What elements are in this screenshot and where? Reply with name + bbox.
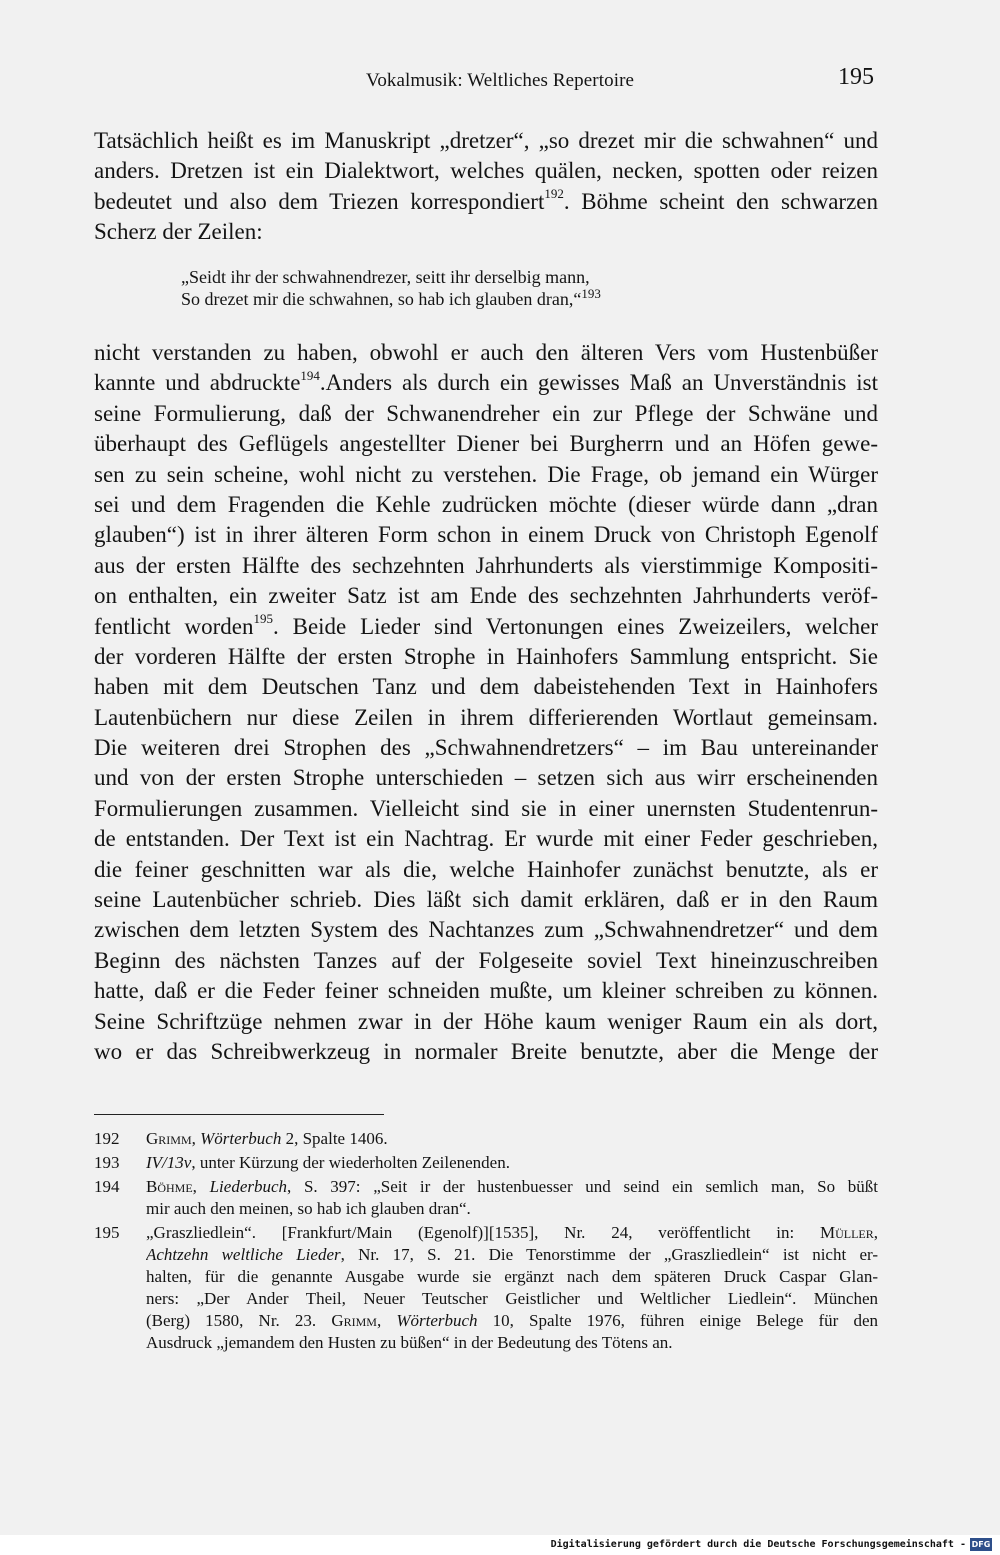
text-line: hatte, daß er die Feder feiner schneiden mußte, um kleiner schreiben zu können. (94, 978, 878, 1004)
footnote-separator (94, 1114, 384, 1115)
text-line: aus der ersten Hälfte des sechzehnten Jahrhunderts als vierstimmige Kompositi- (94, 552, 878, 578)
author-name: Grimm (331, 1311, 377, 1330)
text-line: und von der ersten Strophe unterschieden – setzen sich aus wirr erscheinenden (94, 765, 878, 791)
funding-credit: Digitalisierung gefördert durch die Deutsche Forschungsgemeinschaft - (550, 1539, 966, 1550)
footnote-ref-194[interactable]: 194 (300, 368, 320, 383)
text-line: Die weiteren drei Strophen des „Schwahnendretzers“ – im Bau untereinander (94, 735, 878, 761)
dfg-logo[interactable]: DFG (971, 1540, 991, 1549)
text-line: der vorderen Hälfte der ersten Strophe in Hainhofers Sammlung entspricht. Sie (94, 643, 878, 669)
text-line: wo er das Schreibwerkzeug in normaler Breite benutzte, aber die Menge der (94, 1038, 878, 1064)
footnote-number: 193 (94, 1153, 120, 1172)
footnote-193: 193 IV/13v, unter Kürzung der wiederholten Zeilenenden. (94, 1153, 510, 1172)
footnote-number: 195 (94, 1223, 120, 1242)
text-line: bedeutet und also dem Triezen korrespondiert$^{192}$. Böhme scheint den schwarzen (94, 186, 878, 214)
text-line: seine Lautenbücher schrieb. Dies läßt sich damit erklären, daß er in den Raum (94, 887, 878, 913)
text-line: überhaupt des Geflügels angestellter Diener bei Burgherrn und an Höfen gewe- (94, 431, 878, 457)
work-title: IV/13v (146, 1153, 192, 1172)
paragraph-2 (94, 338, 878, 1067)
footnote-number: 192 (94, 1129, 120, 1148)
quote-line: So drezet mir die schwahnen, so hab ich glauben dran,“$^{193}$ (181, 286, 601, 309)
author-name: Grimm (146, 1129, 192, 1148)
author-name: Böhme (146, 1177, 193, 1196)
footnote-195: 195 „Graszliedlein“. [Frankfurt/Main (Egenolf)][1535], Nr. 24, veröffentlicht in: Müller, Achtzehn weltliche Lieder, Nr. 17, S. 21. Die Tenorstimme der „Graszliedlein“ ist nicht er- halten, für die genannte Ausgabe wurde sie ergänzt nach dem späteren Druck Caspar Glan- ners: „Der Ander Theil, Neuer Teutscher Geistlicher und Weltlicher Liedlein“. München (Berg) 1580, Nr. 23. Grimm, Wörterbuch 10, Spalte 1976, führen einige Belege für den Ausdruck „jemandem den Husten zu büßen“ in der Bedeutung des Tötens an. (94, 1223, 878, 1352)
text-line: anders. Dretzen ist ein Dialektwort, welches quälen, necken, spotten oder reizen (94, 158, 878, 184)
work-title: Liederbuch (209, 1177, 288, 1196)
footnote-194: 194 Böhme, Liederbuch, S. 397: „Seit ir der hustenbuesser und seind ein semlich man, So büßt mir auch den meinen, so hab ich glauben dran“. (94, 1177, 878, 1218)
text-line: Formulierungen zusammen. Vielleicht sind sie in einer unernsten Studentenrun- (94, 795, 878, 821)
text-line: fentlicht worden$^{195}$. Beide Lieder sind Vertonungen eines Zweizeilers, welcher (94, 611, 878, 639)
text-line: glauben“) ist in ihrer älteren Form schon in einem Druck von Christoph Egenolf (94, 522, 878, 548)
text-line: sei und dem Fragenden die Kehle zudrücken möchte (dieser würde dann „dran (94, 491, 878, 517)
text-line: Tatsächlich heißt es im Manuskript „dretzer“, „so drezet mir die schwahnen“ und (94, 128, 878, 153)
text-line: Scherz der Zeilen: (94, 219, 263, 245)
text-line: seine Formulierung, daß der Schwanendreher ein zur Pflege der Schwäne und (94, 400, 878, 426)
text-line: zwischen dem letzten System des Nachtanzes zum „Schwahnendretzer“ und dem (94, 917, 878, 943)
text-line: Beginn des nächsten Tanzes auf der Folgeseite soviel Text hineinzuschreiben (94, 947, 878, 973)
text-line: haben mit dem Deutschen Tanz und dem dabeistehenden Text in Hainhofers (94, 674, 878, 700)
footnote-ref-192[interactable]: 192 (544, 186, 564, 202)
footnote-192: 192 Grimm, Wörterbuch 2, Spalte 1406. (94, 1129, 388, 1148)
work-title: Wörterbuch (200, 1129, 282, 1148)
work-title: Achtzehn weltliche Lieder (146, 1245, 341, 1264)
text-line: Lautenbüchern nur diese Zeilen in ihrem differierenden Wortlaut gemeinsam. (94, 704, 878, 730)
page-number: 195 (838, 64, 874, 90)
quote-line: „Seidt ihr der schwahnendrezer, seitt ihr derselbig mann, (181, 267, 590, 287)
footnote-ref-193[interactable]: 193 (581, 286, 601, 301)
work-title: Wörterbuch (396, 1311, 478, 1330)
text-line: nicht verstanden zu haben, obwohl er auch den älteren Vers vom Hustenbüßer (94, 340, 878, 365)
block-quote (181, 266, 701, 310)
text-line: sen zu sein scheine, wohl nicht zu verstehen. Die Frage, ob jemand ein Würger (94, 461, 878, 487)
footnote-ref-195[interactable]: 195 (253, 611, 273, 626)
text-line: die feiner geschnitten war als die, welche Hainhofer zunächst benutzte, als er (94, 856, 878, 882)
text-line: Seine Schriftzüge nehmen zwar in der Höhe kaum weniger Raum ein als dort, (94, 1008, 878, 1034)
paragraph-1 (94, 126, 878, 248)
footnote-number: 194 (94, 1177, 120, 1196)
text-line: de entstanden. Der Text ist ein Nachtrag. Er wurde mit einer Feder geschrieben, (94, 826, 878, 852)
text-line: kannte und abdruckte$^{194}$.Anders als durch ein gewisses Maß an Unverständnis ist (94, 368, 878, 396)
footnotes (94, 1128, 878, 1356)
text-line: on enthalten, ein zweiter Satz ist am Ende des sechzehnten Jahrhunderts veröf- (94, 583, 878, 609)
author-name: Müller (819, 1223, 874, 1242)
running-header: Vokalmusik: Weltliches Repertoire (365, 70, 635, 91)
